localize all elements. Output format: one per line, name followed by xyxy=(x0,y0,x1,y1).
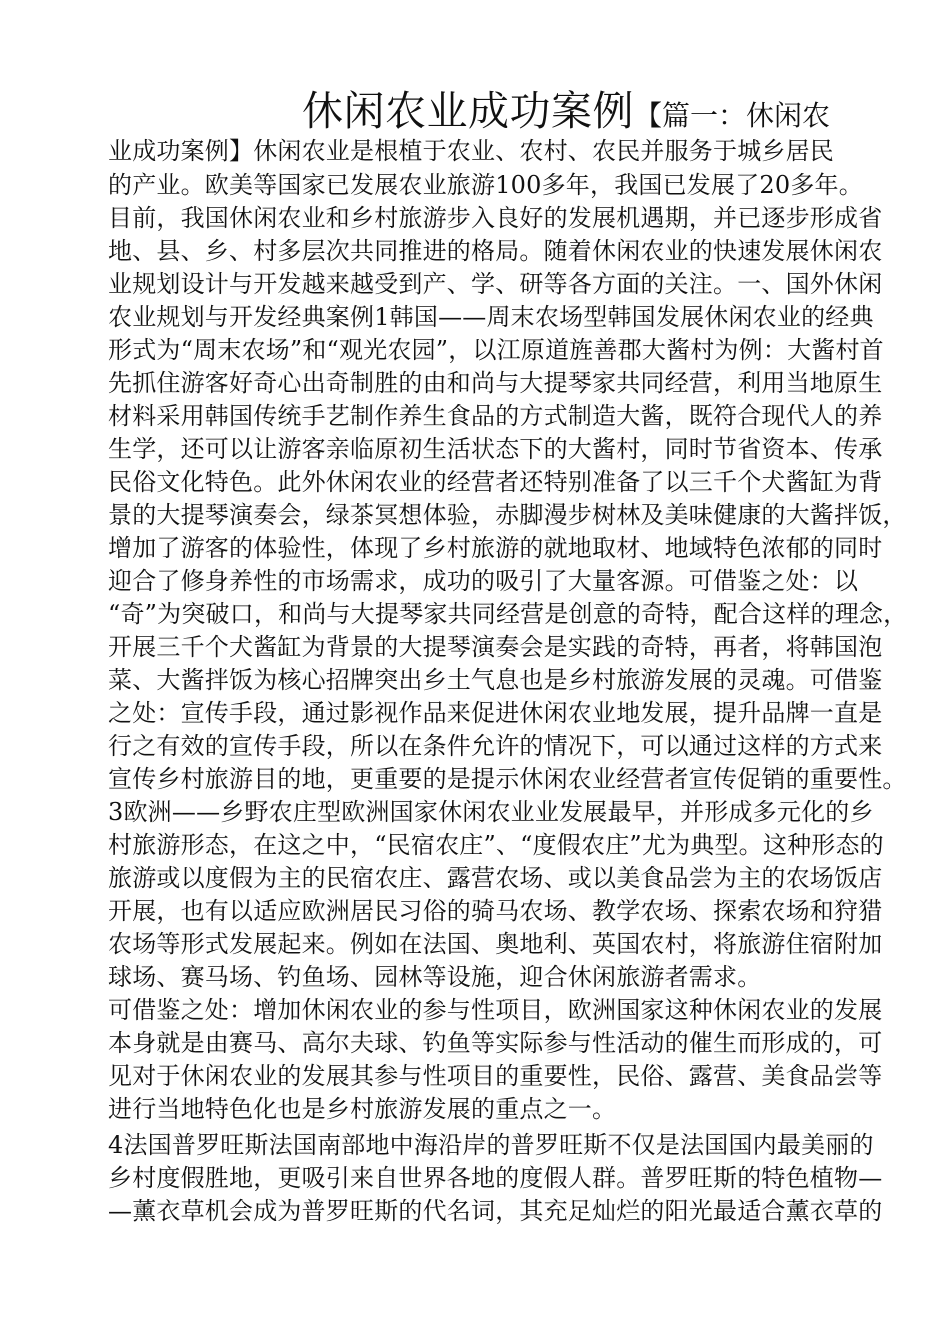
body-line: 业规划设计与开发越来越受到产、学、研等各方面的关注。一、国外休闲 xyxy=(108,270,883,298)
body-line: 3欧洲——乡野农庄型欧洲国家休闲农业业发展最早，并形成多元化的乡 xyxy=(108,798,874,826)
body-line: 见对于休闲农业的发展其参与性项目的重要性，民俗、露营、美食品尝等 xyxy=(108,1062,883,1090)
body-line: 先抓住游客好奇心出奇制胜的由和尚与大提琴家共同经营，利用当地原生 xyxy=(108,369,883,397)
body-line: —薰衣草机会成为普罗旺斯的代名词，其充足灿烂的阳光最适合薰衣草的 xyxy=(108,1197,883,1225)
body-line: 开展三千个犬酱缸为背景的大提琴演奏会是实践的奇特，再者，将韩国泡 xyxy=(108,633,883,661)
body-line: 球场、赛马场、钓鱼场、园林等设施，迎合休闲旅游者需求。 xyxy=(108,963,762,991)
body-line: 目前，我国休闲农业和乡村旅游步入良好的发展机遇期，并已逐步形成省 xyxy=(108,204,883,232)
body-line: 开展，也有以适应欧洲居民习俗的骑马农场、教学农场、探索农场和狩猎 xyxy=(108,897,883,925)
body-line: 本身就是由赛马、高尔夫球、钓鱼等实际参与性活动的催生而形成的，可 xyxy=(108,1029,883,1057)
body-line: 村旅游形态，在这之中，“民宿农庄”、“度假农庄”尤为典型。这种形态的 xyxy=(108,831,884,859)
body-line: 民俗文化特色。此外休闲农业的经营者还特别准备了以三千个犬酱缸为背 xyxy=(108,468,883,496)
body-line: 景的大提琴演奏会，绿茶冥想体验，赤脚漫步树林及美味健康的大酱拌饭， xyxy=(108,501,907,529)
body-line: 之处：宣传手段，通过影视作品来促进休闲农业地发展，提升品牌一直是 xyxy=(108,699,883,727)
body-line: 菜、大酱拌饭为核心招牌突出乡土气息也是乡村旅游发展的灵魂。可借鉴 xyxy=(108,666,883,694)
body-line: 的产业。欧美等国家已发展农业旅游100多年，我国已发展了20多年。 xyxy=(108,171,863,199)
body-line: 行之有效的宣传手段，所以在条件允许的情况下，可以通过这样的方式来 xyxy=(108,732,883,760)
body-line: 迎合了修身养性的市场需求，成功的吸引了大量客源。可借鉴之处：以 xyxy=(108,567,859,595)
document-title-suffix: 【篇一：休闲农 xyxy=(634,99,831,132)
document-title: 休闲农业成功案例 xyxy=(302,87,634,135)
body-line: 生学，还可以让游客亲临原初生活状态下的大酱村，同时节省资本、传承 xyxy=(108,435,883,463)
body-line: 材料采用韩国传统手艺制作养生食品的方式制造大酱，既符合现代人的养 xyxy=(108,402,883,430)
body-line: 增加了游客的体验性，体现了乡村旅游的就地取材、地域特色浓郁的同时 xyxy=(108,534,883,562)
body-line: 进行当地特色化也是乡村旅游发展的重点之一。 xyxy=(108,1095,617,1123)
body-line: 4法国普罗旺斯法国南部地中海沿岸的普罗旺斯不仅是法国国内最美丽的 xyxy=(108,1131,874,1159)
body-line: 农业规划与开发经典案例1韩国——周末农场型韩国发展休闲农业的经典 xyxy=(108,303,874,331)
body-line: 可借鉴之处：增加休闲农业的参与性项目，欧洲国家这种休闲农业的发展 xyxy=(108,996,883,1024)
body-line: 形式为“周末农场”和“观光农园”，以江原道旌善郡大酱村为例：大酱村首 xyxy=(108,336,884,364)
body-line: 宣传乡村旅游目的地，更重要的是提示休闲农业经营者宣传促销的重要性。 xyxy=(108,765,907,793)
body-line: 业成功案例】休闲农业是根植于农业、农村、农民并服务于城乡居民 xyxy=(108,137,834,165)
body-line: 旅游或以度假为主的民宿农庄、露营农场、或以美食品尝为主的农场饭店 xyxy=(108,864,883,892)
body-line: “奇”为突破口，和尚与大提琴家共同经营是创意的奇特，配合这样的理念， xyxy=(108,600,908,628)
body-line: 农场等形式发展起来。例如在法国、奥地利、英国农村，将旅游住宿附加 xyxy=(108,930,883,958)
body-line: 乡村度假胜地，更吸引来自世界各地的度假人群。普罗旺斯的特色植物— xyxy=(108,1164,883,1192)
body-line: 地、县、乡、村多层次共同推进的格局。随着休闲农业的快速发展休闲农 xyxy=(108,237,883,265)
